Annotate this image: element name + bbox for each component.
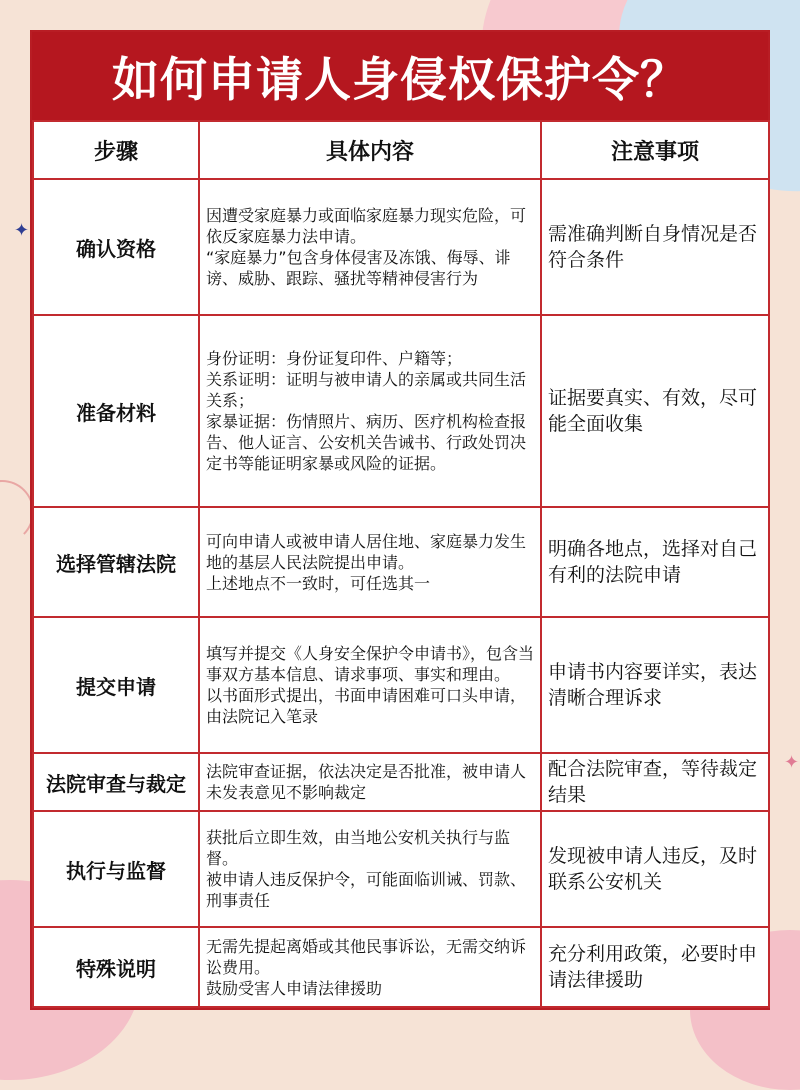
- note-cell: 充分利用政策，必要时申请法律援助: [541, 927, 769, 1007]
- step-cell: 确认资格: [33, 179, 199, 315]
- content-cell: [199, 927, 541, 1007]
- note-cell: 明确各地点，选择对自己有利的法院申请: [541, 507, 769, 617]
- steps-table: [32, 120, 770, 1008]
- content-cell: [199, 811, 541, 927]
- step-cell: 提交申请: [33, 617, 199, 753]
- note-cell: 申请书内容要详实，表达清晰合理诉求: [541, 617, 769, 753]
- column-header-content: 具体内容: [199, 121, 541, 179]
- table-header-row: [33, 121, 769, 179]
- content-line: 无需先提起离婚或其他民事诉讼，无需交纳诉讼费用。: [206, 936, 527, 977]
- content-line: 因遭受家庭暴力或面临家庭暴力现实危险，可依反家庭暴力法申请。: [206, 206, 527, 246]
- content-line: 上述地点不一致时，可任选其一: [206, 573, 431, 593]
- content-cell: [199, 617, 541, 753]
- content-line: 以书面形式提出，书面申请困难可口头申请，由法院记入笔录: [206, 686, 527, 726]
- star-icon: ✦: [784, 752, 800, 773]
- content-line: 被申请人违反保护令，可能面临训诫、罚款、刑事责任: [206, 870, 527, 910]
- note-cell: 配合法院审查，等待裁定结果: [541, 753, 769, 811]
- step-cell: 特殊说明: [33, 927, 199, 1007]
- note-cell: 需准确判断自身情况是否符合条件: [541, 179, 769, 315]
- note-cell: 证据要真实、有效，尽可能全面收集: [541, 315, 769, 507]
- content-line: “家庭暴力”包含身体侵害及冻饿、侮辱、诽谤、威胁、跟踪、骚扰等精神侵害行为: [206, 248, 511, 288]
- table-row: [33, 315, 769, 507]
- note-cell: 发现被申请人违反，及时联系公安机关: [541, 811, 769, 927]
- table-row: [33, 811, 769, 927]
- content-line: 填写并提交《人身安全保护令申请书》，包含当事双方基本信息、请求事项、事实和理由。: [206, 644, 535, 684]
- content-line: 法院审查证据，依法决定是否批准，被申请人未发表意见不影响裁定: [206, 762, 527, 802]
- step-cell: 准备材料: [33, 315, 199, 507]
- content-line: 鼓励受害人申请法律援助: [206, 978, 383, 998]
- step-cell: 法院审查与裁定: [33, 753, 199, 811]
- content-cell: [199, 753, 541, 811]
- step-cell: 选择管辖法院: [33, 507, 199, 617]
- column-header-step: 步骤: [33, 121, 199, 179]
- content-cell: [199, 507, 541, 617]
- table-row: [33, 507, 769, 617]
- table-row: [33, 927, 769, 1007]
- content-cell: [199, 315, 541, 507]
- page-title: 如何申请人身侵权保护令？: [32, 32, 768, 120]
- content-line: 可向申请人或被申请人居住地、家庭暴力发生地的基层人民法院提出申请。: [206, 531, 527, 572]
- star-icon: ✦: [14, 220, 30, 241]
- table-row: [33, 753, 769, 811]
- table-row: [33, 179, 769, 315]
- info-card: [30, 30, 770, 1010]
- content-line: 获批后立即生效，由当地公安机关执行与监督。: [206, 828, 511, 868]
- content-line: 关系证明：证明与被申请人的亲属或共同生活关系；: [206, 370, 527, 410]
- column-header-note: 注意事项: [541, 121, 769, 179]
- content-line: 家暴证据：伤情照片、病历、医疗机构检查报告、他人证言、公安机关告诫书、行政处罚决定书等能证明家暴或风险的证据。: [206, 412, 527, 473]
- content-cell: [199, 179, 541, 315]
- content-line: 身份证明：身份证复印件、户籍等；: [206, 349, 463, 368]
- step-cell: 执行与监督: [33, 811, 199, 927]
- decorative-doodle: [0, 480, 34, 544]
- table-row: [33, 617, 769, 753]
